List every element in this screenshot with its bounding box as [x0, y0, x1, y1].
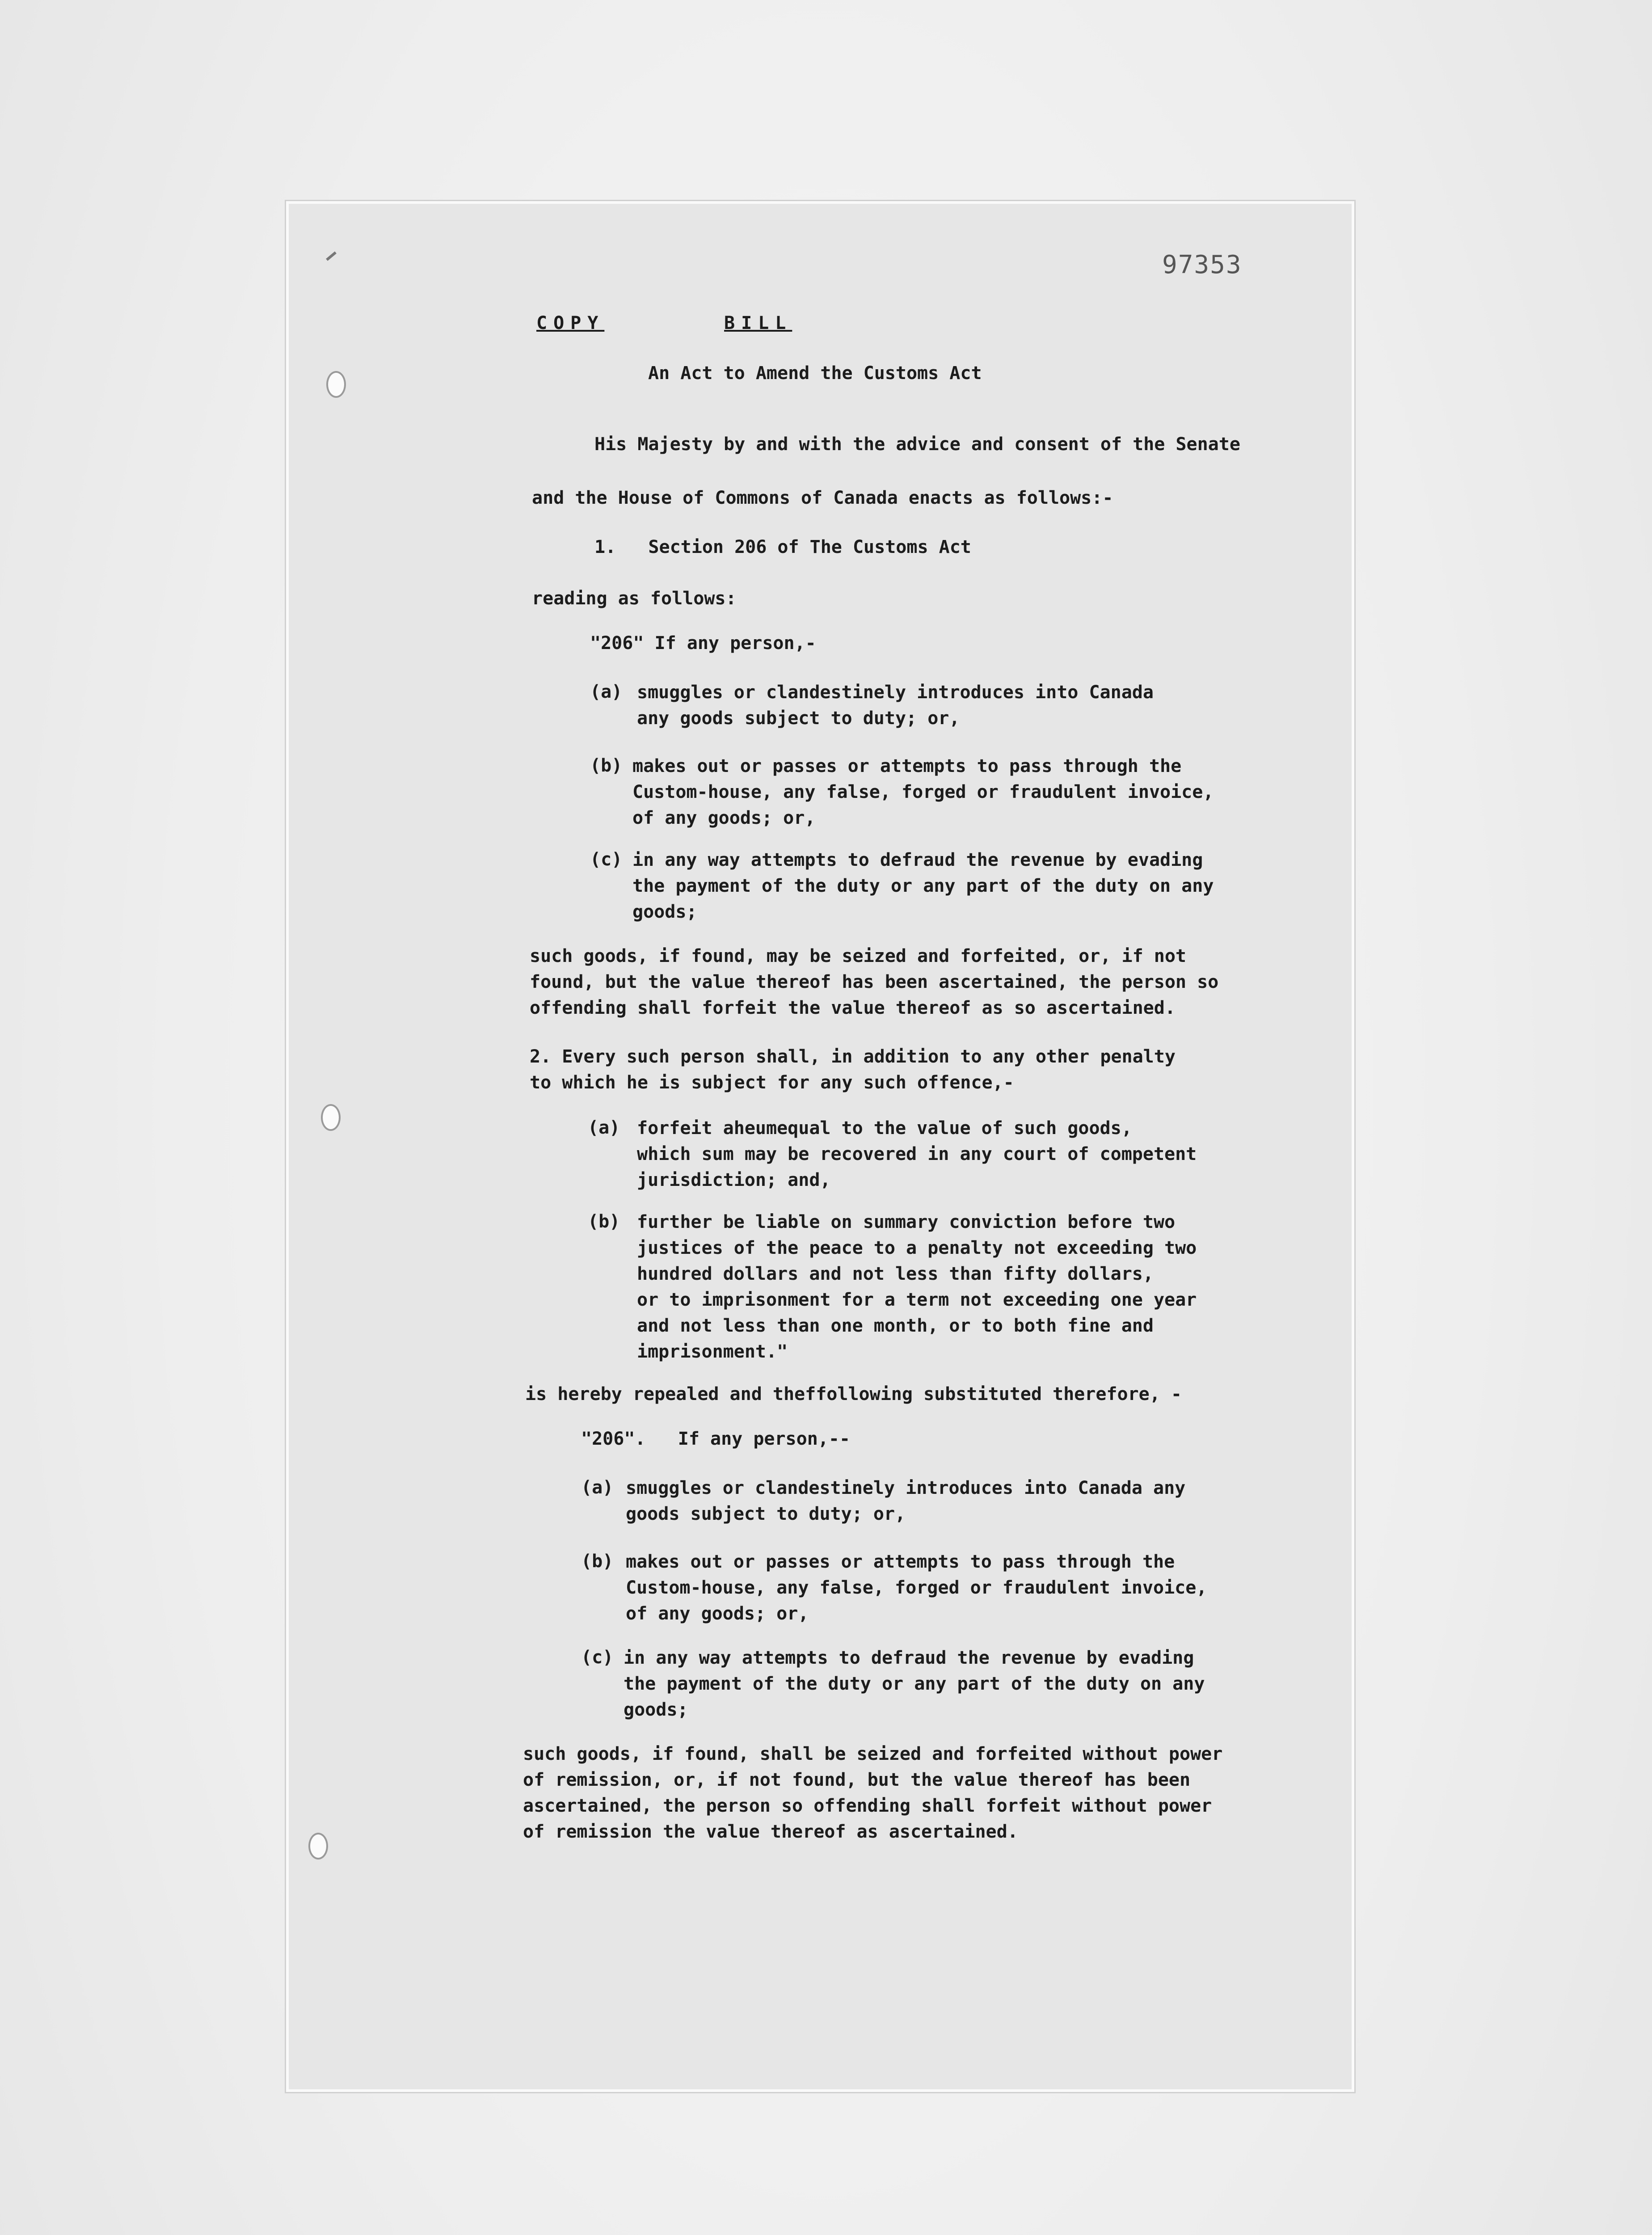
old-item-a-label: (a) — [590, 682, 623, 702]
new-item-c-text: in any way attempts to defraud the revenue by evading the payment of the duty or any part of the duty on any goods; — [624, 1648, 1205, 1720]
page-number: 97353 — [1162, 250, 1242, 279]
old-consequence: such goods, if found, may be seized and forfeited, or, if not found, but the value thereof has been ascertained, the person so offending shall forfeit the value thereof as so ascertained. — [530, 946, 1219, 1018]
heading-copy: COPY — [536, 313, 605, 333]
reading-as-follows: reading as follows: — [532, 588, 737, 609]
new-item-c-label: (c) — [581, 1647, 614, 1668]
old-item-a-text: smuggles or clandestinely introduces into Canada any goods subject to duty; or, — [637, 682, 1154, 729]
preamble-line-2: and the House of Commons of Canada enacts as follows:- — [532, 488, 1113, 508]
repeal-line: is hereby repealed and theffollowing substituted therefore, - — [525, 1384, 1182, 1404]
punch-hole-top — [326, 371, 346, 398]
section-2-item-b-label: (b) — [588, 1211, 620, 1232]
preamble-line-1: His Majesty by and with the advice and consent of the Senate — [594, 434, 1240, 455]
bill-subtitle: An Act to Amend the Customs Act — [648, 363, 982, 384]
section-2-item-b-text: further be liable on summary conviction before two justices of the peace to a penalty not exceeding two hundred dollars and not less than fifty dollars, or to imprisonment for a term not exceeding one year and not less than one month, or to both fine and imprisonment." — [637, 1212, 1197, 1362]
punch-hole-middle — [321, 1104, 341, 1131]
new-206-intro: "206". If any person,-- — [581, 1429, 851, 1449]
old-item-b-label: (b) — [590, 755, 623, 776]
new-item-b-label: (b) — [581, 1551, 614, 1572]
section-2-intro: 2. Every such person shall, in addition to any other penalty to which he is subject for any such offence,- — [530, 1046, 1176, 1093]
new-item-a-text: smuggles or clandestinely introduces into Canada any goods subject to duty; or, — [626, 1478, 1186, 1524]
old-item-c-label: (c) — [590, 849, 623, 870]
old-item-c-text: in any way attempts to defraud the revenue by evading the payment of the duty or any part of the duty on any goods; — [632, 850, 1214, 922]
old-item-b-text: makes out or passes or attempts to pass through the Custom-house, any false, forged or fraudulent invoice, of any goods; or, — [632, 756, 1214, 828]
section-2-item-a-label: (a) — [588, 1118, 620, 1138]
section-1-heading: 1. Section 206 of The Customs Act — [594, 537, 971, 557]
heading-bill: BILL — [724, 313, 792, 333]
new-item-a-label: (a) — [581, 1477, 614, 1498]
punch-hole-bottom — [308, 1833, 328, 1860]
new-item-b-text: makes out or passes or attempts to pass through the Custom-house, any false, forged or fraudulent invoice, of any goods; or, — [626, 1552, 1207, 1624]
section-2-item-a-text: forfeit aheumequal to the value of such goods, which sum may be recovered in any court of competent jurisdiction; and, — [637, 1118, 1197, 1190]
old-206-intro: "206" If any person,- — [590, 633, 816, 654]
new-consequence: such goods, if found, shall be seized and forfeited without power of remission, or, if not found, but the value thereof has been ascertained, the person so offending shall forfeit without power of remission the value thereof as ascertained. — [523, 1744, 1223, 1842]
